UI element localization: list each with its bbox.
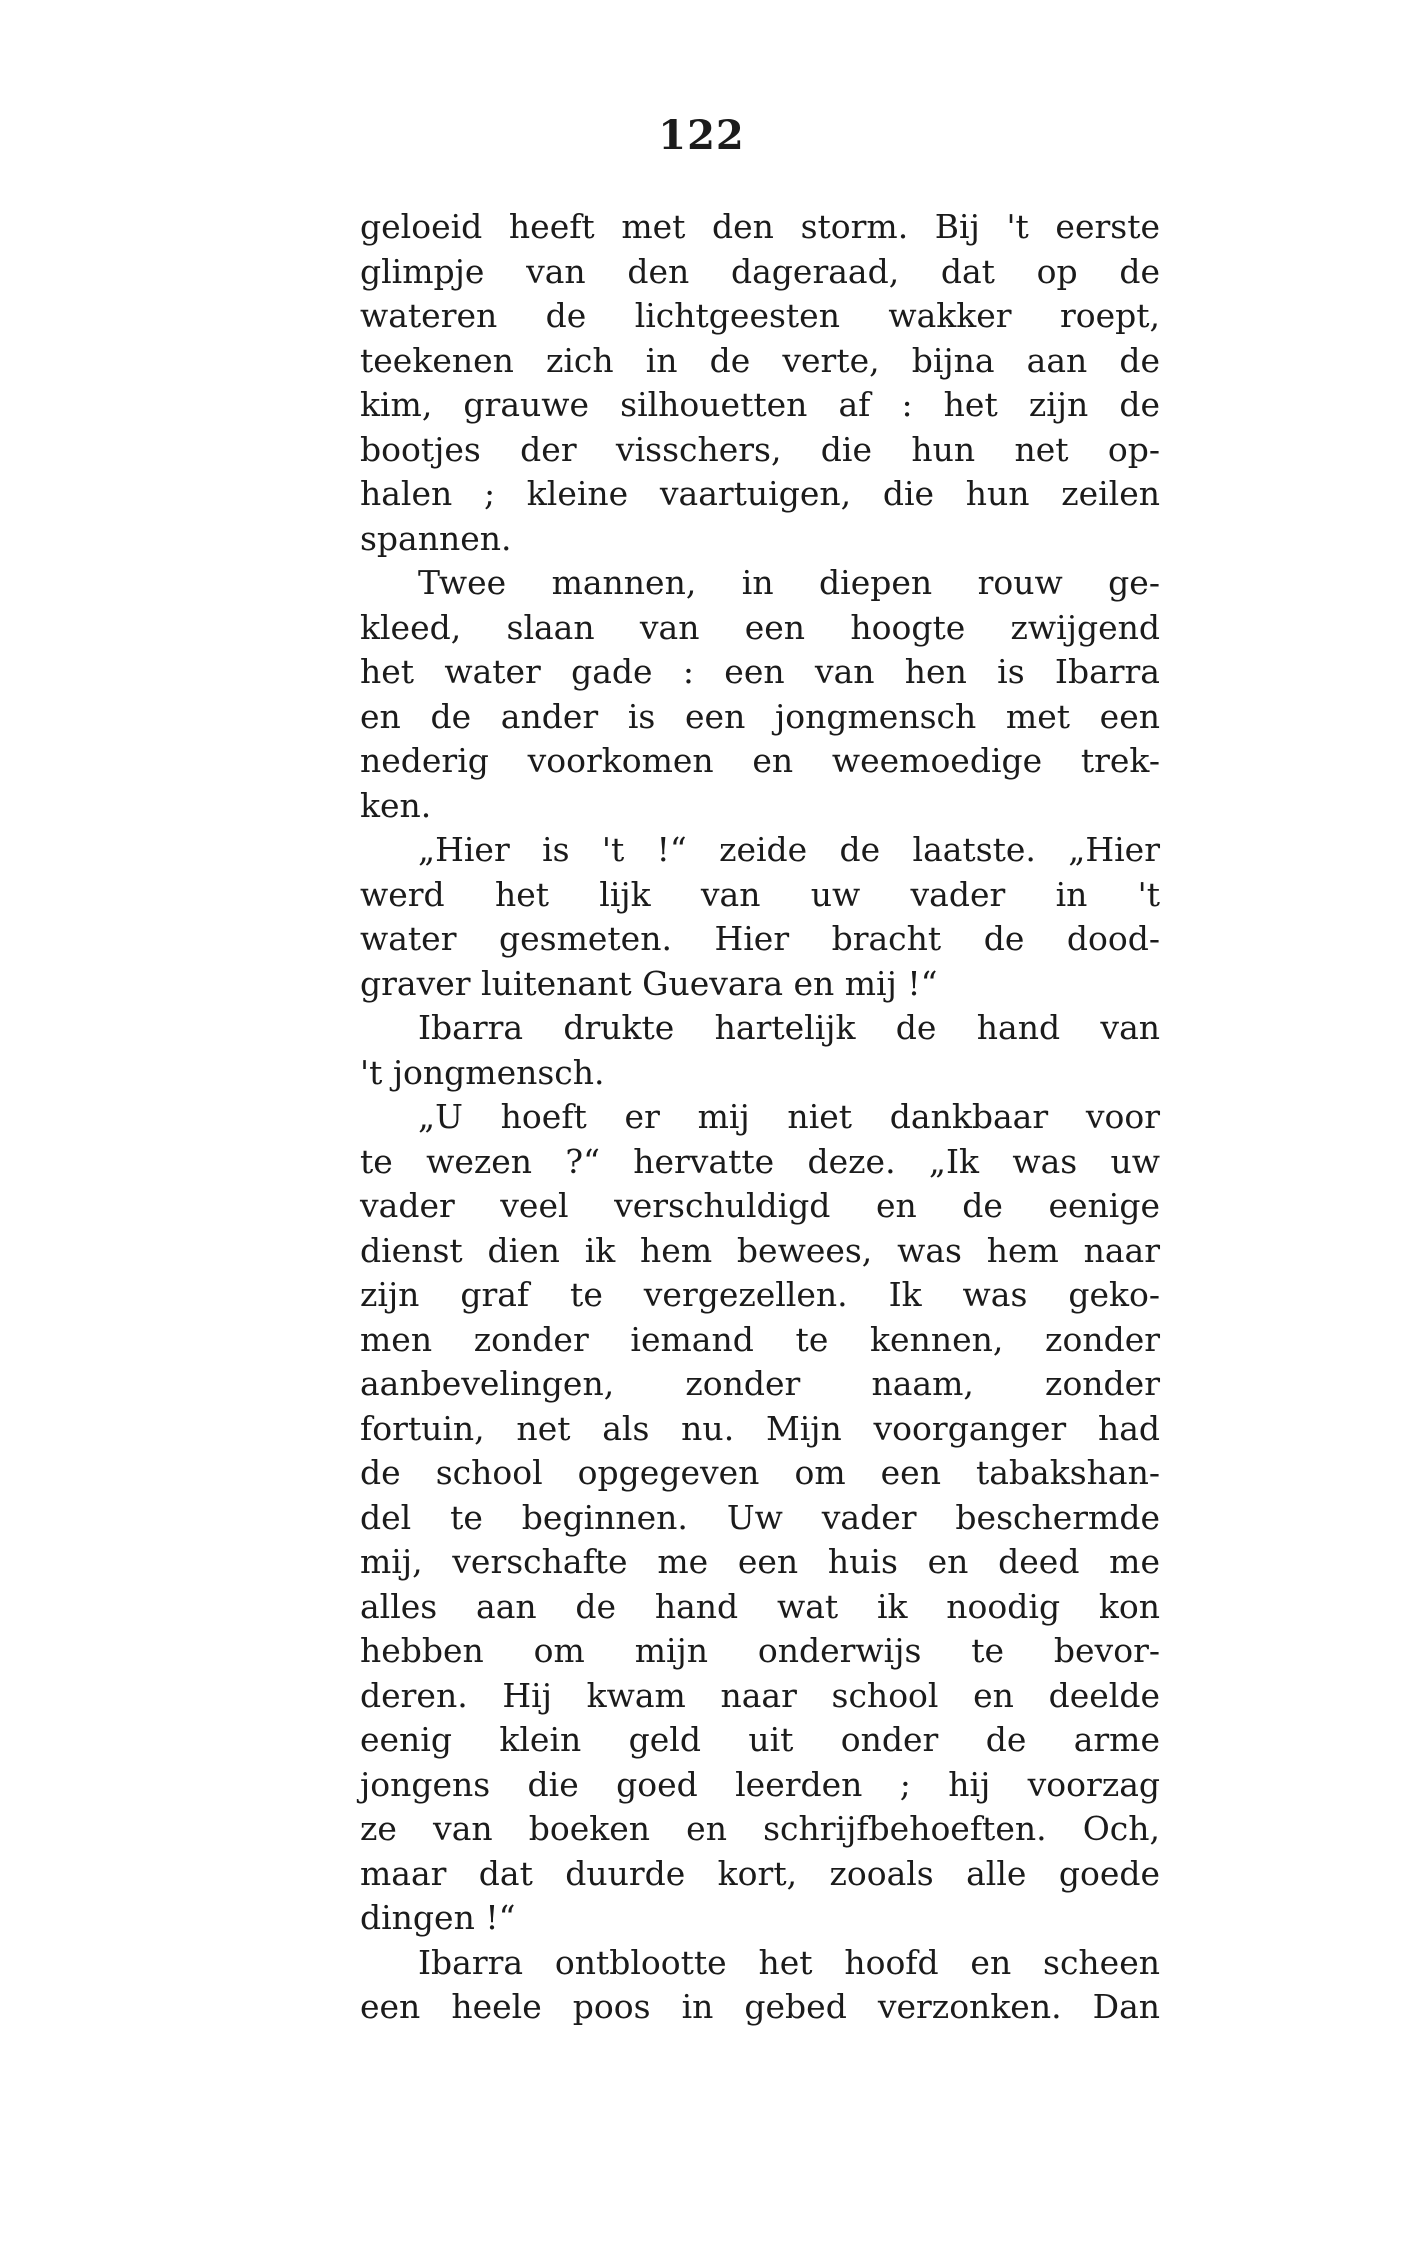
text-line: del te beginnen. Uw vader beschermde [360, 1497, 1160, 1537]
text-line: ken. [360, 785, 432, 825]
text-line: fortuin, net als nu. Mijn voorganger had [360, 1408, 1160, 1448]
text-line: men zonder iemand te kennen, zonder [360, 1319, 1160, 1359]
text-line: mij, verschafte me een huis en deed me [360, 1542, 1160, 1581]
text-line: graver luitenant Guevara en mij !“ [360, 963, 938, 1003]
text-line: Ibarra drukte hartelijk de hand van [418, 1008, 1160, 1047]
text-line: maar dat duurde kort, zooals alle goede [360, 1853, 1160, 1893]
text-line: dingen !“ [360, 1898, 516, 1937]
text-line: te wezen ?“ hervatte deze. „Ik was uw [360, 1141, 1160, 1181]
text-line: Twee mannen, in diepen rouw ge- [418, 563, 1160, 602]
text-line: eenig klein geld uit onder de arme [360, 1720, 1160, 1759]
text-line: zijn graf te vergezellen. Ik was geko- [360, 1275, 1160, 1314]
text-line: teekenen zich in de verte, bijna aan de [360, 340, 1160, 380]
text-line: deren. Hij kwam naar school en deelde [360, 1675, 1160, 1715]
text-line: het water gade : een van hen is Ibarra [360, 652, 1160, 691]
text-line: nederig voorkomen en weemoedige trek- [360, 741, 1160, 780]
text-line: jongens die goed leerden ; hij voorzag [360, 1764, 1160, 1804]
text-line: water gesmeten. Hier bracht de dood- [360, 919, 1160, 958]
text-line: de school opgegeven om een tabakshan- [360, 1453, 1160, 1492]
text-line: geloeid heeft met den storm. Bij 't eerste [360, 207, 1160, 246]
text-line: en de ander is een jongmensch met een [360, 696, 1160, 736]
text-line: vader veel verschuldigd en de eenige [360, 1186, 1160, 1225]
page-number: 122 [658, 112, 745, 159]
text-line: ze van boeken en schrijfbehoeften. Och, [360, 1809, 1160, 1848]
text-line: kim, grauwe silhouetten af : het zijn de [360, 385, 1160, 424]
text-line: Ibarra ontblootte het hoofd en scheen [418, 1942, 1160, 1982]
text-line: „U hoeft er mij niet dankbaar voor [418, 1097, 1160, 1136]
text-line: kleed, slaan van een hoogte zwijgend [360, 607, 1160, 647]
text-line: dienst dien ik hem bewees, was hem naar [360, 1230, 1160, 1270]
text-line: glimpje van den dageraad, dat op de [360, 251, 1160, 291]
text-line: halen ; kleine vaartuigen, die hun zeilen [360, 474, 1160, 513]
text-line: „Hier is 't !“ zeide de laatste. „Hier [418, 830, 1160, 869]
text-line: hebben om mijn onderwijs te bevor- [360, 1631, 1160, 1670]
text-line: 't jongmensch. [360, 1052, 605, 1092]
text-line: een heele poos in gebed verzonken. Dan [360, 1987, 1160, 2026]
body-text [360, 205, 1160, 2030]
text-line: aanbevelingen, zonder naam, zonder [360, 1364, 1160, 1403]
text-line: alles aan de hand wat ik noodig kon [360, 1586, 1160, 1626]
text-line: wateren de lichtgeesten wakker roept, [360, 296, 1160, 335]
text-line: bootjes der visschers, die hun net op- [360, 429, 1160, 469]
text-line: werd het lijk van uw vader in 't [360, 874, 1160, 914]
text-line: spannen. [360, 518, 512, 558]
